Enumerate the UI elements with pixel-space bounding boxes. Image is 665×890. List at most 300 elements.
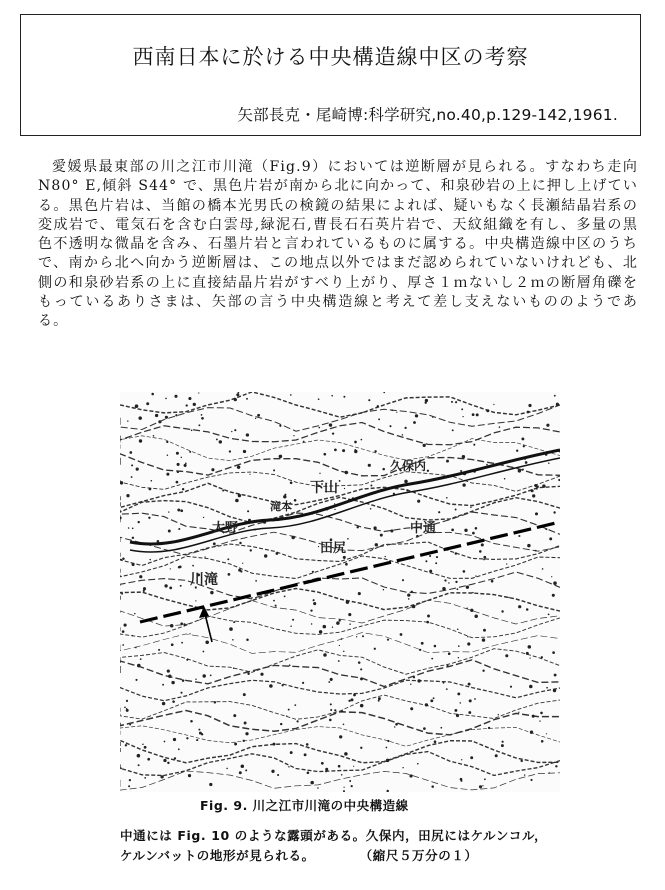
map-dot [276, 552, 279, 555]
map-dot [140, 658, 142, 660]
map-dot [400, 633, 403, 636]
map-dot [479, 785, 482, 788]
map-dot [188, 774, 191, 777]
map-dot [135, 647, 136, 648]
map-dot [233, 714, 236, 717]
map-dot [329, 423, 332, 426]
map-dot [425, 560, 427, 562]
map-dot [318, 546, 319, 547]
map-dot [290, 626, 291, 627]
map-dot [277, 774, 279, 776]
map-dot [425, 402, 427, 404]
map-dot [244, 722, 247, 725]
map-dot [463, 570, 466, 573]
map-dot [239, 771, 242, 774]
map-dot [505, 654, 508, 657]
map-dot [436, 556, 438, 558]
map-dot [455, 509, 457, 511]
map-dot [210, 675, 212, 677]
map-dot [343, 790, 345, 792]
map-dot [201, 414, 203, 416]
map-dot [177, 509, 180, 512]
map-dot [162, 702, 165, 705]
map-dot [554, 674, 557, 677]
map-dot [249, 474, 250, 475]
map-dot [250, 549, 252, 551]
map-dot [175, 414, 177, 416]
map-dot [404, 427, 406, 429]
map-dot [408, 598, 410, 600]
map-dot [306, 743, 309, 746]
map-label-5: 中通 [410, 521, 437, 536]
map-dot [542, 484, 545, 487]
map-dot [135, 679, 137, 681]
map-dot [195, 679, 196, 680]
map-dot [504, 478, 506, 480]
map-dot [402, 767, 403, 768]
map-dot [536, 488, 538, 490]
map-dot [552, 594, 555, 597]
map-dot [128, 527, 130, 529]
map-dot [434, 645, 437, 648]
map-dot [173, 738, 176, 741]
map-dot [317, 787, 319, 789]
map-dot [222, 489, 224, 491]
map-dot [279, 425, 281, 427]
map-dot [176, 481, 179, 484]
map-dot [235, 499, 239, 503]
map-dot [530, 658, 531, 659]
figure-note-text: 中通には Fig. 10 のような露頭がある。久保内，田尻にはケルンコル，ケルンバットの地形が見られる。 [120, 828, 548, 863]
map-dot [444, 579, 446, 581]
map-dot [448, 652, 451, 655]
map-dot [234, 398, 237, 401]
map-dot [168, 675, 171, 678]
map-dot [468, 683, 471, 686]
map-dot [137, 664, 141, 668]
map-dot [421, 642, 424, 645]
map-dot [390, 529, 393, 532]
map-dot [151, 480, 153, 482]
map-dot [281, 684, 283, 686]
map-dot [455, 552, 458, 555]
map-dot [532, 494, 535, 497]
map-dot [167, 670, 170, 673]
map-dot [462, 416, 463, 417]
map-dot [353, 694, 356, 697]
map-dot [493, 404, 494, 405]
map-dot [131, 464, 133, 466]
map-dot [168, 511, 169, 512]
map-dot [460, 702, 462, 704]
map-dot [373, 526, 376, 529]
map-dot [246, 639, 249, 642]
map-dot [389, 425, 391, 427]
map-dot [486, 464, 488, 466]
map-dot [203, 517, 204, 518]
paragraph: 愛媛県最東部の川之江市川滝（Fig.9）においては逆断層が見られる。すなわち走向 N80° E,傾斜 S44° で、黒色片岩が南から北に向かって、和泉砂岩の上に押し上げている。黒色片岩は、当館の橋本光男氏の検鏡の結果によれば、疑いもなく長瀬結晶岩系の変成岩で、電気石を含む白雲母,緑泥石,曹長石石英片岩で、天紋組織を有し、多量の黒色不透明な微晶を含み、石墨片岩と言われているものに属する。中央構造線中区のうちで、南から北へ向かう逆断層は、この地点以外ではまだ認められていないけれども、北側の和泉砂岩系の上に直接結晶片岩がすべり上がり、厚さ１ｍないし２ｍの断層角礫をもっているありさまは、矢部の言う中央構造線と考えて差し支えないもののようである。 [38, 159, 638, 330]
map-dot [304, 753, 307, 756]
map-dot [351, 785, 353, 787]
map-dot [260, 673, 263, 676]
map-dot [430, 699, 433, 702]
map-dot [181, 457, 182, 458]
map-dot [190, 720, 193, 723]
figure-caption: Fig. 9. 川之江市川滝の中央構造線 [200, 798, 409, 813]
map-dot [290, 751, 293, 754]
map-dot [147, 758, 150, 761]
map-dot [348, 613, 351, 616]
map-dot [479, 550, 482, 553]
map-dot [136, 468, 139, 471]
map-dot [189, 451, 191, 453]
map-dot [280, 723, 282, 725]
map-dot [313, 599, 315, 601]
map-dot [186, 404, 188, 406]
map-dot [271, 770, 274, 773]
map-dot [198, 392, 199, 393]
map-label-6: 久保内 [390, 459, 427, 473]
map-dot [331, 395, 333, 397]
map-dot [518, 712, 519, 713]
map-dot [341, 710, 343, 712]
map-dot [245, 732, 248, 735]
map-dot [288, 766, 289, 767]
map-dot [527, 544, 530, 547]
map-label-2: 大野 [212, 521, 239, 536]
map-dot [334, 449, 337, 452]
map-dot [411, 591, 413, 593]
map-dot [157, 540, 160, 543]
map-dot [435, 562, 437, 564]
map-dot [213, 542, 216, 545]
map-dot [375, 543, 378, 546]
map-dot [139, 575, 142, 578]
map-dot [122, 630, 125, 633]
map-dot [226, 768, 228, 770]
map-dot [348, 700, 350, 702]
map-dot [303, 441, 305, 443]
map-dot [328, 681, 330, 683]
map-dot [198, 424, 200, 426]
map-dot [289, 664, 291, 666]
map-dot [273, 743, 276, 746]
map-dot [432, 416, 433, 417]
map-dot [349, 780, 351, 782]
map-dot [360, 747, 362, 749]
map-dot [461, 780, 463, 782]
map-dot [378, 697, 381, 700]
map-dot [338, 660, 340, 662]
map-dot [431, 785, 434, 788]
map-dot [374, 648, 376, 650]
map-dot [396, 412, 397, 413]
map-dot [193, 403, 196, 406]
map-dot [548, 613, 550, 615]
map-dot [535, 512, 538, 515]
map-dot [176, 452, 179, 455]
map-dot [170, 624, 174, 628]
map-dot [387, 639, 389, 641]
map-dot [508, 597, 510, 599]
map-dot [323, 453, 326, 456]
map-dot [127, 420, 128, 421]
map-dot [339, 480, 341, 482]
map-dot [129, 724, 131, 726]
map-dot [180, 622, 183, 625]
map-dot [286, 715, 287, 716]
map-dot [201, 417, 204, 420]
map-dot [132, 563, 135, 566]
map-dot [167, 762, 169, 764]
map-dot [516, 450, 518, 452]
topographic-map [120, 392, 560, 792]
map-dot [457, 692, 460, 695]
map-dot [186, 737, 188, 739]
map-dot [178, 528, 180, 530]
map-dot [412, 605, 416, 609]
map-dot [345, 471, 348, 474]
map-dot [132, 527, 134, 529]
map-dot [255, 418, 256, 419]
map-dot [386, 759, 390, 763]
map-label-7: 滝本 [270, 500, 292, 513]
map-dot [469, 699, 472, 702]
map-dot [539, 720, 540, 721]
map-dot [476, 413, 479, 416]
map-dot [472, 413, 475, 416]
map-dot [446, 688, 448, 690]
map-dot [423, 727, 426, 730]
map-dot [242, 563, 243, 564]
map-dot [192, 565, 194, 567]
map-dot [362, 635, 364, 637]
map-dot [502, 741, 504, 743]
map-dot [546, 424, 549, 427]
map-dot [163, 759, 166, 762]
map-dot [377, 405, 379, 407]
map-dot [279, 455, 283, 459]
map-dot [339, 645, 340, 646]
map-dot [219, 440, 222, 443]
map-dot [209, 783, 212, 786]
map-dot [319, 630, 322, 633]
map-dot [542, 568, 544, 570]
map-dot [293, 435, 294, 436]
map-dot [526, 652, 529, 655]
map-dot [138, 416, 142, 420]
map-dot [234, 429, 236, 431]
map-dot [184, 464, 187, 467]
map-dot [482, 785, 483, 786]
map-dot [124, 624, 127, 627]
map-dot [394, 726, 395, 727]
map-dot [546, 733, 547, 734]
map-dot [501, 744, 504, 747]
map-dot [174, 395, 177, 398]
map-dot [526, 608, 529, 611]
map-dot [499, 426, 501, 428]
map-dot [461, 759, 462, 760]
map-dot [360, 677, 363, 680]
map-dot [182, 679, 185, 682]
map-dot [167, 454, 168, 455]
map-dot [486, 409, 489, 412]
map-dot [294, 704, 296, 706]
map-dot [474, 614, 478, 618]
map-dot [321, 762, 324, 765]
map-dot [191, 429, 193, 431]
map-dot [341, 638, 343, 640]
map-dot [196, 739, 198, 741]
map-dot [294, 499, 297, 502]
map-dot [142, 744, 144, 746]
map-dot [535, 550, 537, 552]
map-dot [234, 743, 237, 746]
map-dot [239, 542, 241, 544]
map-dot [243, 740, 245, 742]
map-dot [121, 593, 123, 595]
map-dot [146, 402, 149, 405]
map-dot [143, 587, 146, 590]
map-dot [233, 667, 234, 668]
map-dot [413, 421, 416, 424]
map-dot [323, 625, 327, 629]
map-dot [518, 535, 520, 537]
map-dot [139, 439, 142, 442]
map-dot [198, 729, 200, 731]
map-dot [506, 563, 507, 564]
map-dot [536, 485, 539, 488]
map-dot [551, 576, 552, 577]
map-dot [153, 435, 155, 437]
map-dot [135, 404, 139, 408]
map-dot [275, 605, 277, 607]
map-dot [548, 462, 550, 464]
map-dot [410, 683, 411, 684]
map-dot [442, 587, 445, 590]
map-dot [290, 394, 292, 396]
map-dot [288, 709, 290, 711]
map-dot [179, 566, 182, 569]
map-dot [473, 444, 475, 446]
map-dot [162, 684, 164, 686]
map-dot [530, 731, 533, 734]
map-dot [495, 754, 498, 757]
map-dot [446, 460, 449, 463]
map-dot [351, 698, 354, 701]
map-dot [160, 775, 163, 778]
map-dot [385, 556, 386, 557]
map-dot [125, 744, 127, 746]
map-dot [440, 727, 442, 729]
map-dot [358, 661, 361, 664]
map-dot [342, 449, 345, 452]
figure-note [120, 826, 560, 866]
map-dot [554, 395, 556, 397]
map-dot [347, 538, 349, 540]
map-dot [155, 414, 158, 417]
map-dot [202, 651, 204, 653]
map-dot [360, 704, 364, 708]
map-dot [329, 719, 332, 722]
map-dot [345, 563, 348, 566]
map-dot [541, 740, 544, 743]
map-dot [319, 427, 321, 429]
map-dot [172, 700, 175, 703]
map-dot [404, 480, 408, 484]
map-dot [402, 579, 404, 581]
map-dot [343, 787, 344, 788]
map-dot [343, 724, 345, 726]
map-dot [530, 779, 532, 781]
map-dot [243, 450, 246, 453]
map-dot [122, 557, 125, 560]
map-dot [483, 629, 486, 632]
map-dot [456, 714, 459, 717]
map-dot [131, 476, 133, 478]
map-dot [458, 657, 459, 658]
map-dot [166, 473, 169, 476]
map-dot [170, 568, 171, 569]
map-dot [325, 770, 327, 772]
map-dot [361, 439, 363, 441]
map-dot [383, 589, 384, 590]
map-dot [186, 659, 188, 661]
map-dot [129, 779, 131, 781]
map-dot [126, 494, 129, 497]
map-dot [468, 711, 471, 714]
map-dot [273, 600, 275, 602]
map-dot [467, 636, 468, 637]
map-dot [466, 586, 469, 589]
map-dot [255, 580, 257, 582]
map-dot [475, 575, 476, 576]
map-dot [349, 623, 351, 625]
map-dot [446, 497, 448, 499]
map-dot [429, 555, 431, 557]
map-dot [498, 714, 499, 715]
map-dot [180, 585, 182, 587]
map-dot [374, 450, 376, 452]
map-dot [158, 649, 160, 651]
map-dot [448, 582, 449, 583]
map-dot [467, 642, 470, 645]
map-dot [312, 571, 314, 573]
map-dot [126, 709, 129, 712]
map-dot [311, 623, 312, 624]
map-dot [464, 529, 467, 532]
map-dot [132, 635, 134, 637]
map-dot [232, 639, 234, 641]
map-dot [341, 774, 343, 776]
map-dot [540, 712, 543, 715]
map-dot [269, 684, 273, 688]
map-dot [257, 414, 260, 417]
map-dot [246, 433, 249, 436]
map-dot [144, 777, 146, 779]
map-dot [409, 774, 412, 777]
map-dot [360, 668, 362, 670]
map-dot [470, 609, 473, 612]
map-dot [323, 653, 326, 656]
map-dot [177, 463, 180, 466]
map-dot [431, 658, 433, 660]
map-dot [354, 450, 357, 453]
map-dot [532, 715, 535, 718]
map-dot [356, 636, 357, 637]
map-dot [251, 597, 252, 598]
